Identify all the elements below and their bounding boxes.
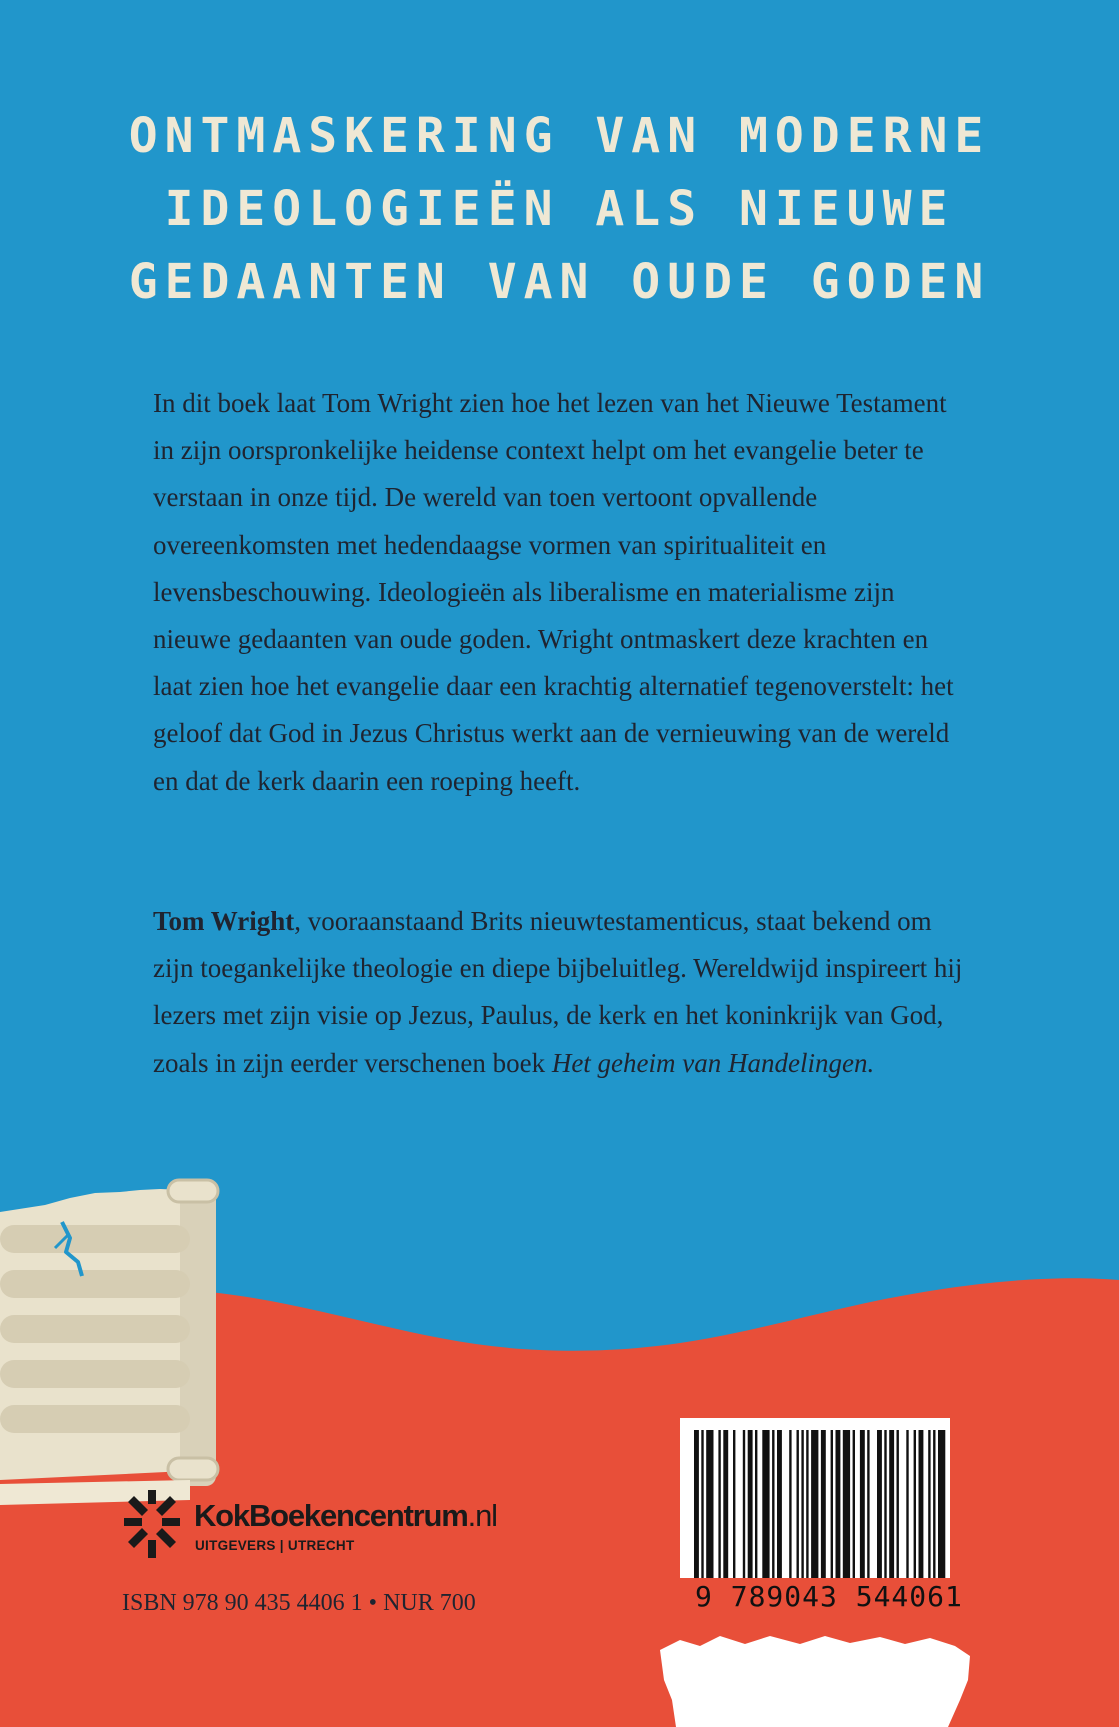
barcode-bar bbox=[694, 1430, 699, 1578]
barcode-bar bbox=[701, 1430, 703, 1578]
barcode-bar bbox=[733, 1430, 735, 1578]
barcode-bar bbox=[777, 1430, 782, 1578]
barcode-bar bbox=[811, 1430, 818, 1578]
barcode-bar bbox=[860, 1430, 865, 1578]
barcode-bar bbox=[743, 1430, 745, 1578]
barcode bbox=[680, 1418, 950, 1578]
author-bio bbox=[153, 898, 973, 1087]
barcode-bar bbox=[906, 1430, 908, 1578]
barcode-digits: 9 789043 544061 bbox=[695, 1580, 963, 1613]
barcode-bar bbox=[853, 1430, 855, 1578]
book-description: In dit boek laat Tom Wright zien hoe het lezen van het Nieuwe Testament in zijn oorspronkelijke heidense context helpt om het evangelie beter te verstaan in onze tijd. De wereld van toen vertoont opvallende overeenkomsten met hedendaagse vormen van spiritualiteit en levensbeschouwing. Ideologieën als liberalisme en materialisme zijn nieuwe gedaanten van oude goden. Wright ontmaskert deze krachten en laat zien hoe het evangelie daar een krachtig alternatief tegenoverstelt: het geloof dat God in Jezus Christus werkt aan de vernieuwing van de wereld en dat de kerk daarin een roeping heeft. bbox=[153, 388, 954, 796]
barcode-bar bbox=[755, 1430, 757, 1578]
barcode-bar bbox=[843, 1430, 850, 1578]
publisher-domain: .nl bbox=[467, 1498, 497, 1533]
headline-line-2: IDEOLOGIEËN ALS NIEUWE bbox=[164, 181, 955, 237]
headline-line-3: GEDAANTEN VAN OUDE GODEN bbox=[128, 254, 991, 310]
barcode-bar bbox=[884, 1430, 886, 1578]
publisher-subtitle: UITGEVERS | UTRECHT bbox=[195, 1538, 355, 1553]
broken-greek-column-icon bbox=[0, 1180, 218, 1505]
barcode-bar bbox=[762, 1430, 769, 1578]
barcode-bar bbox=[933, 1430, 935, 1578]
publisher-name-text: KokBoekencentrum bbox=[194, 1498, 468, 1533]
barcode-bar bbox=[718, 1430, 720, 1578]
barcode-bar bbox=[706, 1430, 713, 1578]
barcode-bar bbox=[821, 1430, 826, 1578]
barcode-bar bbox=[723, 1430, 728, 1578]
barcode-bar bbox=[867, 1430, 869, 1578]
barcode-bar bbox=[797, 1430, 799, 1578]
barcode-bar bbox=[914, 1430, 916, 1578]
kokboekencentrum-logo-icon bbox=[120, 1488, 184, 1560]
headline bbox=[0, 100, 1119, 319]
barcode-bar bbox=[806, 1430, 808, 1578]
barcode-bar bbox=[789, 1430, 791, 1578]
isbn-line: ISBN 978 90 435 4406 1 • NUR 700 bbox=[122, 1590, 476, 1616]
barcode-bar bbox=[877, 1430, 882, 1578]
barcode-bar bbox=[897, 1430, 899, 1578]
barcode-bar bbox=[772, 1430, 774, 1578]
barcode-bar bbox=[831, 1430, 833, 1578]
barcode-bar bbox=[801, 1430, 803, 1578]
barcode-bar bbox=[938, 1430, 945, 1578]
barcode-bar bbox=[836, 1430, 841, 1578]
barcode-label-background bbox=[660, 1636, 970, 1727]
headline-line-1: ONTMASKERING VAN MODERNE bbox=[128, 108, 991, 164]
barcode-bar bbox=[928, 1430, 930, 1578]
publisher-name bbox=[194, 1498, 497, 1534]
barcode-bar bbox=[889, 1430, 894, 1578]
barcode-bar bbox=[919, 1430, 924, 1578]
book-title-reference: Het geheim van Handelingen. bbox=[551, 1047, 875, 1078]
barcode-bar bbox=[748, 1430, 753, 1578]
author-name: Tom Wright bbox=[153, 906, 295, 936]
author-bio-text: , vooraanstaand Brits nieuwtestamenticus, staat bekend om zijn toegankelijke theologie en diepe bijbeluitleg. Wereldwijd inspireert hij lezers met zijn visie op Jezus, Paulus, de kerk en het koninkrijk van God, zoals in zijn eerder verschenen boek bbox=[153, 906, 963, 1078]
